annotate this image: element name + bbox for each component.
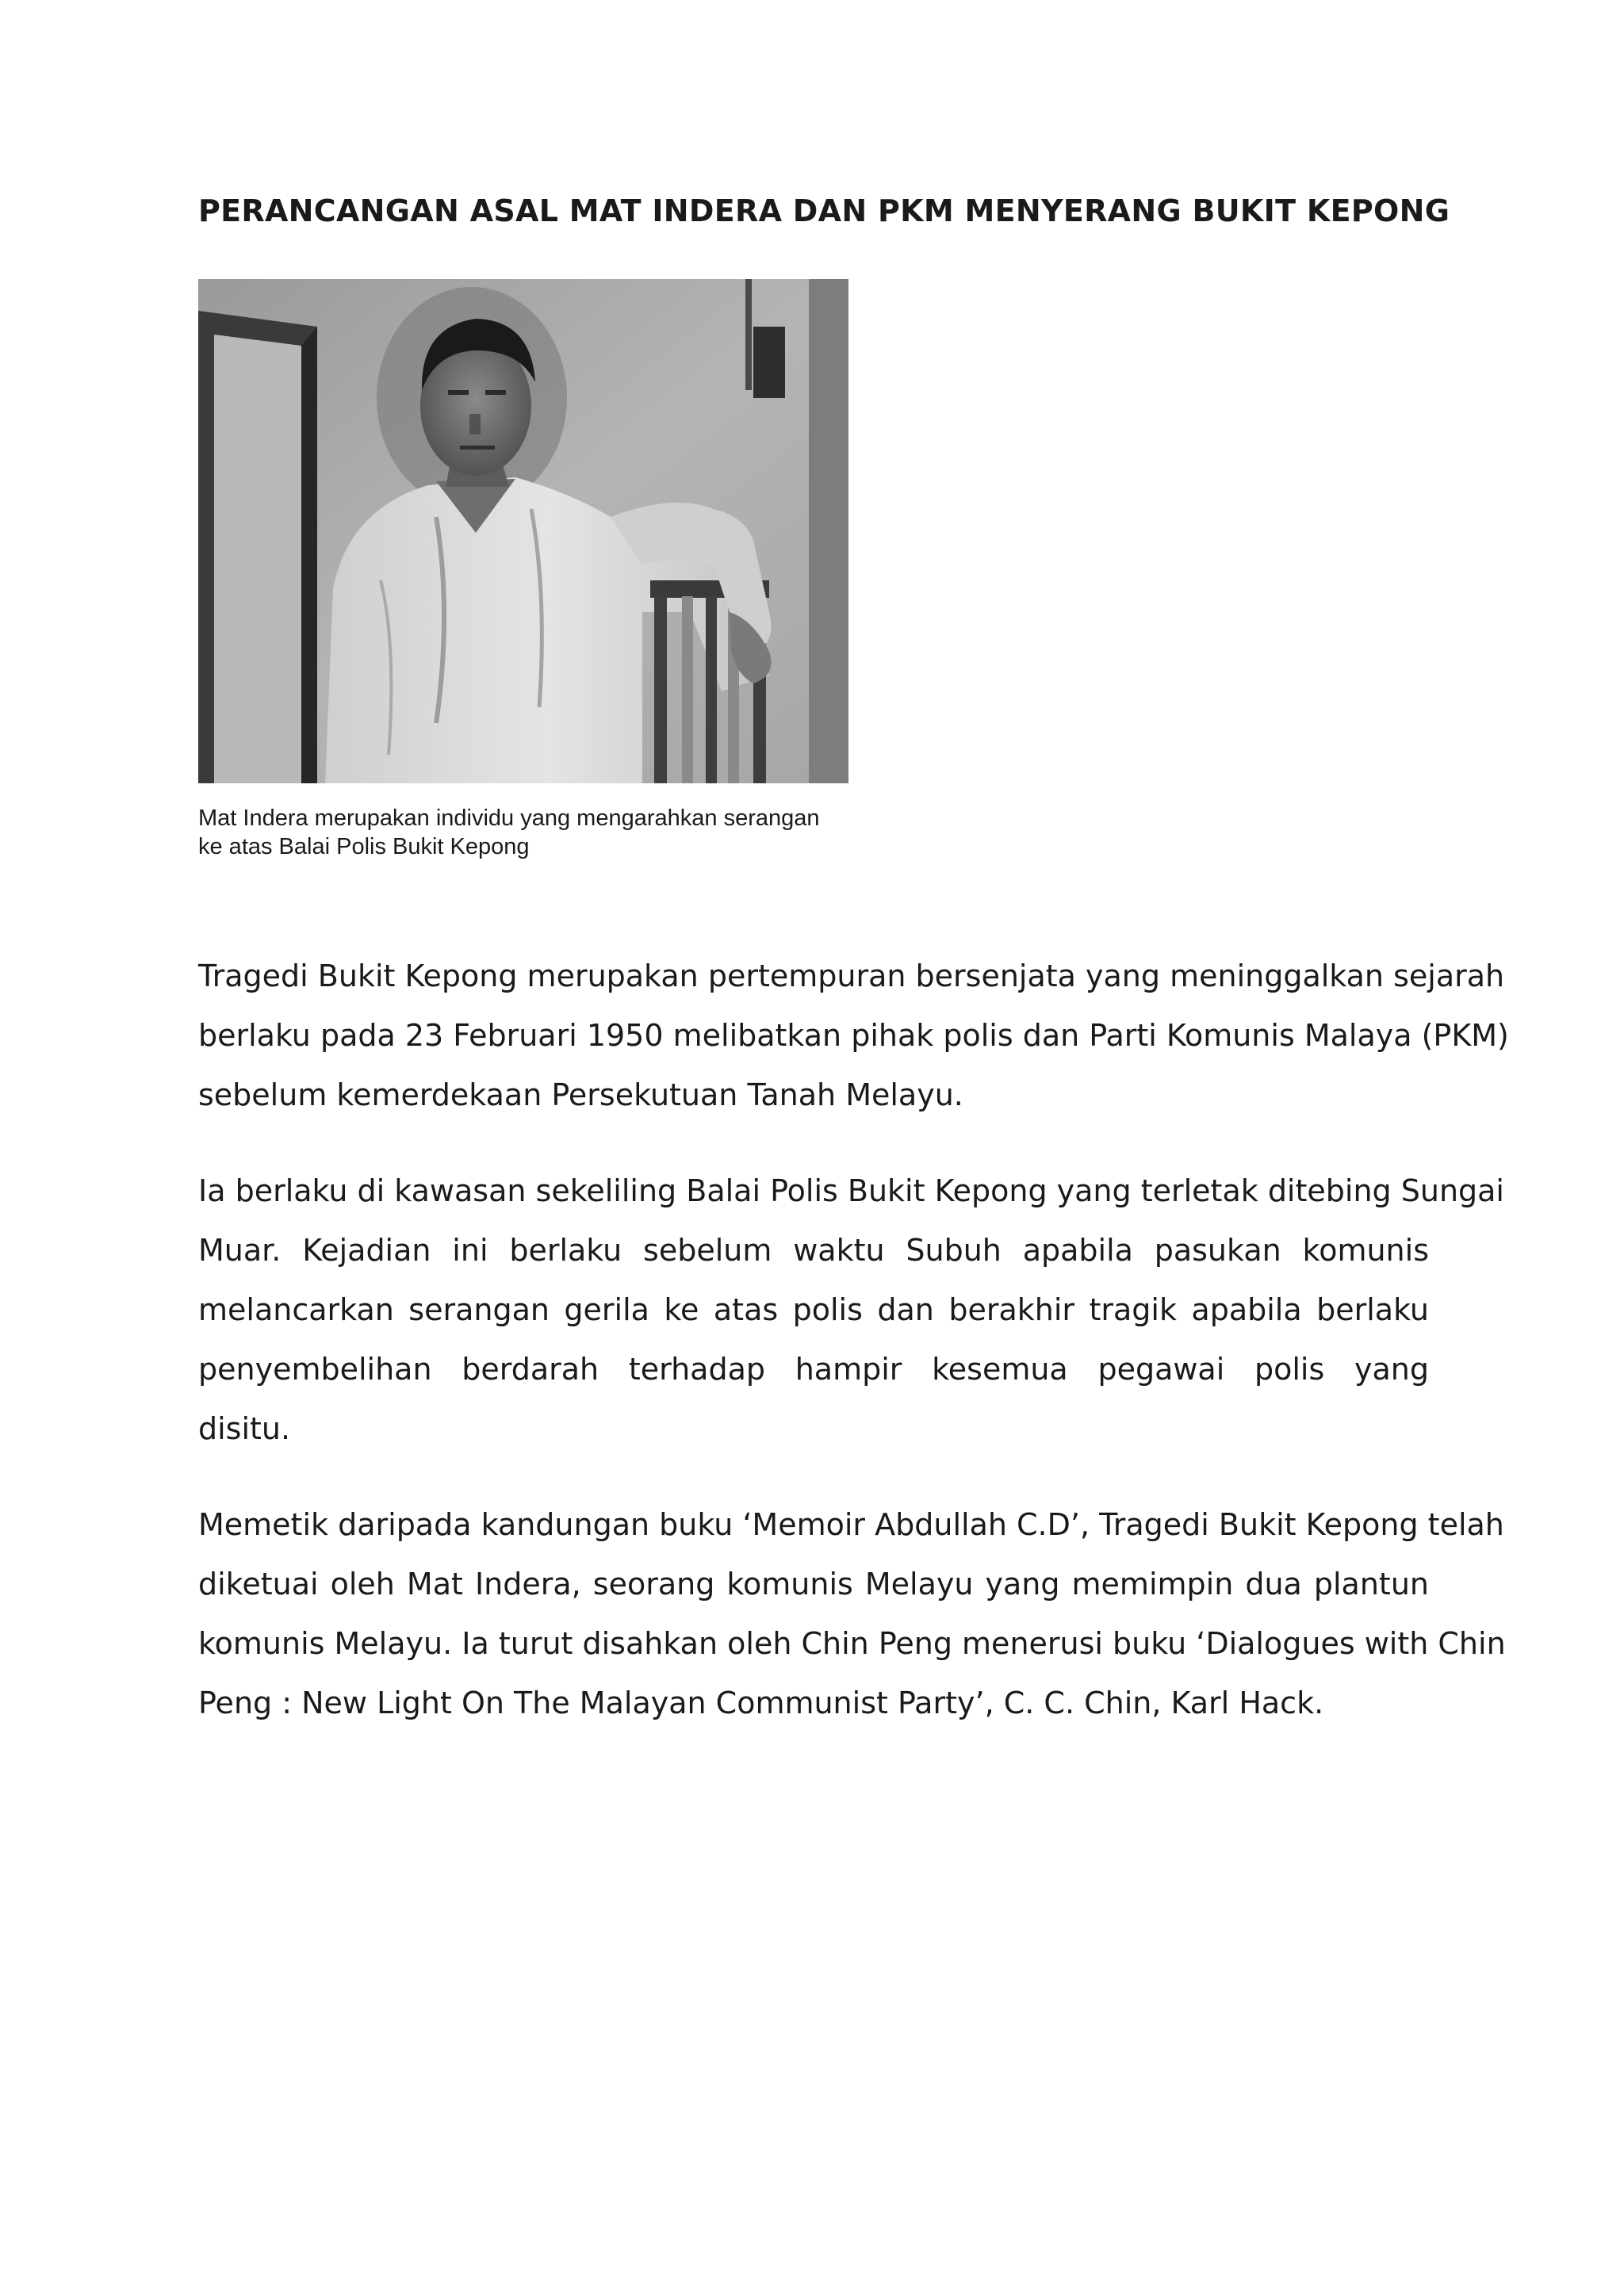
portrait-photo — [198, 279, 848, 783]
caption-line: ke atas Balai Polis Bukit Kepong — [198, 834, 530, 859]
paragraph-line: diketuai oleh Mat Indera, seorang komunis Melayu yang memimpin dua plantun — [198, 1567, 1429, 1601]
paragraph-line: Memetik daripada kandungan buku ‘Memoir Abdullah C.D’, Tragedi Bukit Kepong telah — [198, 1507, 1504, 1542]
paragraph-1 — [198, 947, 1509, 1125]
paragraph-line: disitu. — [198, 1411, 291, 1446]
portrait-photo-illustration — [198, 279, 848, 783]
paragraph-2 — [198, 1161, 1504, 1459]
paragraph-line: penyembelihan berdarah terhadap hampir kesemua pegawai polis yang — [198, 1352, 1429, 1387]
paragraph-line: Ia berlaku di kawasan sekeliling Balai Polis Bukit Kepong yang terletak ditebing Sungai — [198, 1173, 1504, 1208]
paragraph-line: komunis Melayu. Ia turut disahkan oleh Chin Peng menerusi buku ‘Dialogues with Chin — [198, 1626, 1506, 1661]
paragraph-line: Peng : New Light On The Malayan Communist Party’, C. C. Chin, Karl Hack. — [198, 1686, 1324, 1720]
article-body — [198, 947, 1509, 1770]
paragraph-3 — [198, 1495, 1506, 1733]
document-title: PERANCANGAN ASAL MAT INDERA DAN PKM MENYERANG BUKIT KEPONG — [198, 193, 1450, 228]
paragraph-line: Muar. Kejadian ini berlaku sebelum waktu Subuh apabila pasukan komunis — [198, 1233, 1429, 1268]
paragraph-line: melancarkan serangan gerila ke atas polis dan berakhir tragik apabila berlaku — [198, 1292, 1429, 1327]
paragraph-line: sebelum kemerdekaan Persekutuan Tanah Melayu. — [198, 1077, 963, 1112]
caption-line: Mat Indera merupakan individu yang mengarahkan serangan — [198, 806, 820, 831]
paragraph-line: Tragedi Bukit Kepong merupakan pertempuran bersenjata yang meninggalkan sejarah — [198, 959, 1505, 993]
photo-caption — [198, 804, 912, 861]
paragraph-line: berlaku pada 23 Februari 1950 melibatkan pihak polis dan Parti Komunis Malaya (PKM) — [198, 1018, 1509, 1053]
